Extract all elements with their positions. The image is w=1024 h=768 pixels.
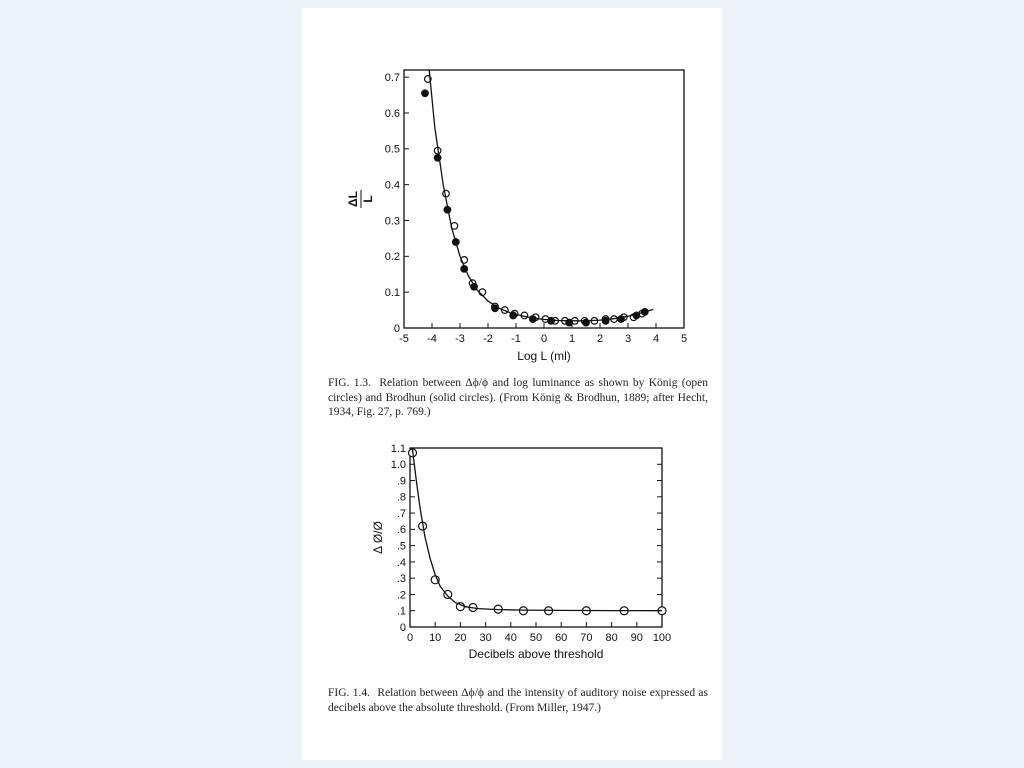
chart1-y-tick-label: 0.6 bbox=[384, 107, 400, 120]
chart2-y-tick-label: .8 bbox=[396, 491, 406, 504]
chart1-x-tick-label: 3 bbox=[624, 333, 632, 345]
chart1-fit-curve bbox=[429, 70, 653, 321]
fig1-caption bbox=[328, 376, 708, 420]
chart1-y-tick-label: 0.2 bbox=[384, 251, 400, 264]
chart2-y-tick-label: 1.0 bbox=[390, 459, 406, 472]
chart1-x-tick-label: 1 bbox=[568, 333, 576, 345]
fig1-chart bbox=[302, 58, 722, 378]
chart1-x-tick-label: -5 bbox=[399, 333, 409, 345]
chart1-solid-point bbox=[530, 316, 537, 323]
chart1-x-tick-label: -4 bbox=[427, 333, 437, 345]
chart2-y-tick-label: .9 bbox=[396, 475, 406, 488]
chart1-y-axis-title-numerator: ΔL bbox=[346, 191, 360, 207]
chart1-x-tick-label: -1 bbox=[511, 333, 521, 345]
chart1-y-axis-title bbox=[346, 190, 375, 208]
chart2-x-tick-label: 60 bbox=[555, 632, 568, 644]
chart2-x-tick-label: 0 bbox=[406, 632, 414, 644]
chart2-y-tick-label: .3 bbox=[396, 573, 406, 586]
fig1-caption-text: Relation between Δϕ/ϕ and log luminance as shown by König (open circles) and Brodhun (solid circles). (From König & Brodhun, 1889; after Hecht, 1934, Fig. 27, p. 769.) bbox=[328, 377, 708, 418]
chart2-y-tick-label: .2 bbox=[396, 589, 406, 602]
chart2-x-tick-label: 100 bbox=[652, 632, 672, 644]
chart2-x-tick-label: 70 bbox=[580, 632, 593, 644]
chart2-x-tick-label: 90 bbox=[630, 632, 643, 644]
chart2-x-tick-label: 50 bbox=[529, 632, 543, 644]
chart2-fit-curve bbox=[413, 450, 663, 611]
chart2-y-tick-label: .1 bbox=[396, 605, 406, 618]
chart1-y-tick-label: 0.3 bbox=[384, 215, 400, 228]
chart2-y-tick-label: 1.1 bbox=[390, 442, 406, 455]
chart1-x-tick-label: 4 bbox=[652, 333, 660, 345]
chart2-x-tick-label: 80 bbox=[605, 632, 618, 644]
chart1-y-tick-label: 0.5 bbox=[384, 143, 400, 156]
chart1-x-tick-label: 2 bbox=[596, 333, 604, 345]
chart2-x-axis-title: Decibels above threshold bbox=[468, 647, 604, 661]
chart2-y-tick-label: .6 bbox=[396, 524, 406, 537]
chart1-x-axis-title: Log L (ml) bbox=[517, 349, 571, 363]
chart2-x-tick-label: 40 bbox=[504, 632, 517, 644]
fig2-caption-text: Relation between Δϕ/ϕ and the intensity of auditory noise expressed as decibels above the absolute threshold. (From Miller, 1947.) bbox=[328, 687, 709, 714]
chart1-y-tick-label: 0.4 bbox=[384, 179, 400, 192]
fig2-chart bbox=[302, 440, 722, 676]
chart1-x-tick-label: -2 bbox=[483, 333, 493, 345]
chart2-y-tick-label: .7 bbox=[396, 507, 406, 520]
chart2-plot-frame bbox=[410, 448, 662, 627]
chart1-solid-point bbox=[548, 318, 555, 325]
chart2-x-tick-label: 30 bbox=[479, 632, 492, 644]
chart2-y-tick-label: .4 bbox=[396, 556, 406, 569]
chart2-y-tick-label: 0 bbox=[399, 621, 406, 634]
chart2-y-tick-label: .5 bbox=[396, 540, 406, 553]
chart2-x-tick-label: 20 bbox=[454, 632, 467, 644]
chart2-y-axis-title: Δ Ø/Ø bbox=[371, 521, 385, 554]
chart1-solid-point bbox=[422, 90, 429, 97]
chart1-x-tick-label: -3 bbox=[455, 333, 465, 345]
chart1-x-tick-label: 0 bbox=[540, 333, 548, 345]
chart1-solid-point bbox=[602, 318, 609, 325]
chart1-y-tick-label: 0 bbox=[393, 322, 400, 335]
chart1-y-tick-label: 0.7 bbox=[384, 72, 400, 85]
chart1-x-tick-label: 5 bbox=[680, 333, 688, 345]
chart1-y-axis-title-denominator: L bbox=[361, 195, 375, 203]
chart2-x-tick-label: 10 bbox=[429, 632, 442, 644]
chart1-y-tick-label: 0.1 bbox=[384, 287, 400, 300]
document-page bbox=[302, 8, 722, 760]
fig1-caption-label: FIG. 1.3. bbox=[328, 377, 371, 389]
fig2-caption-label: FIG. 1.4. bbox=[328, 687, 370, 699]
fig2-caption bbox=[328, 686, 708, 715]
